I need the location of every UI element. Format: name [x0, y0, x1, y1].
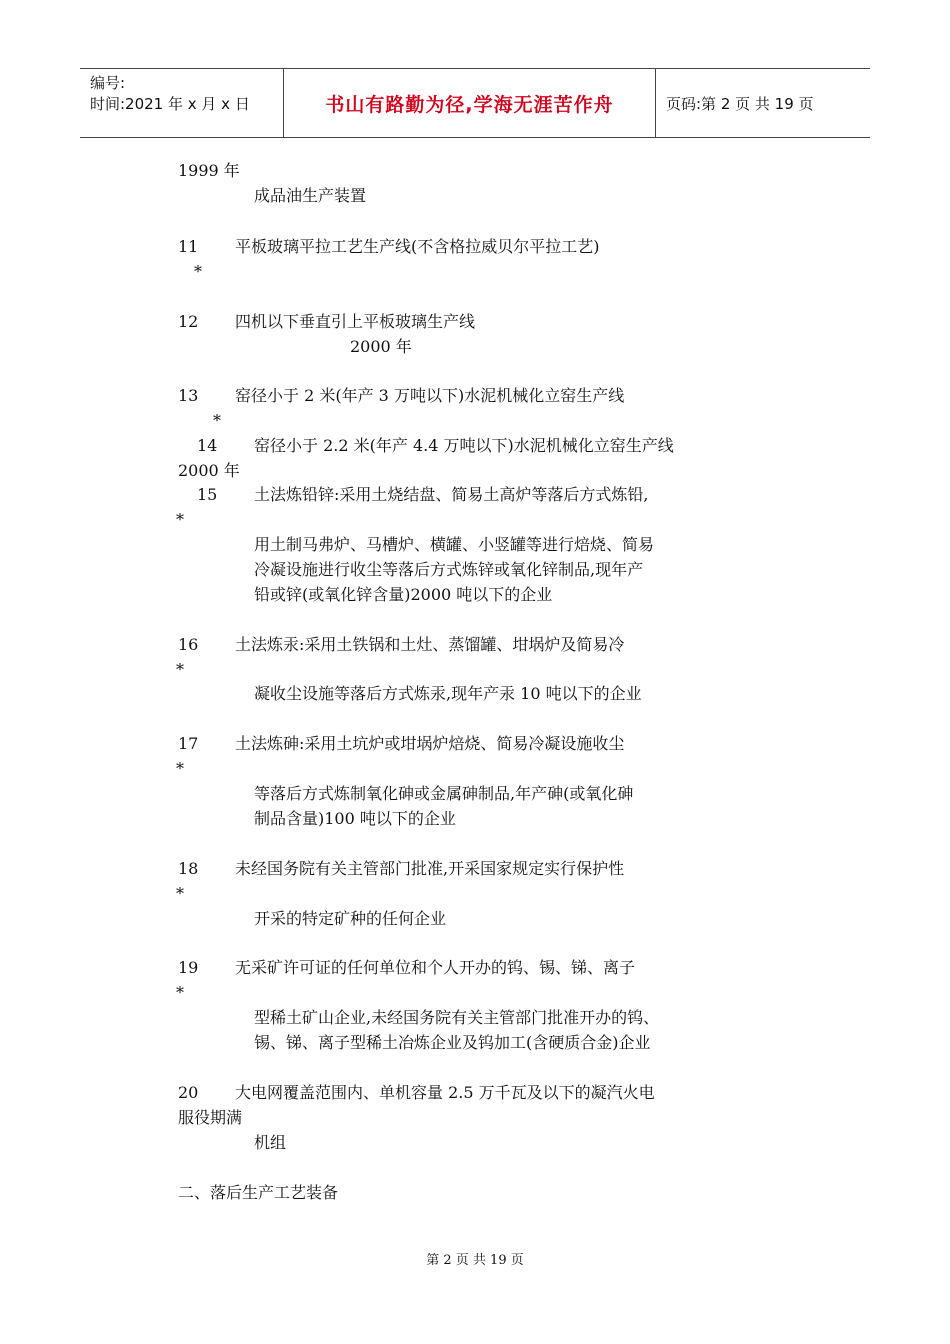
item-17-line-3: 制品含量)100 吨以下的企业 [254, 809, 456, 828]
item-15-line-4: 铅或锌(或氧化锌含量)2000 吨以下的企业 [254, 585, 553, 604]
item-15-star: * [176, 510, 184, 529]
year-1999: 1999 年 [178, 161, 240, 180]
item-20-line-2: 机组 [254, 1133, 287, 1152]
item-16-line-2: 凝收尘设施等落后方式炼汞,现年产汞 10 吨以下的企业 [254, 684, 642, 703]
item-18-line-1: 未经国务院有关主管部门批准,开采国家规定实行保护性 [235, 859, 625, 878]
item-11-number: 11 [178, 237, 199, 256]
item-13-number: 13 [178, 386, 199, 405]
item-18-line-2: 开采的特定矿种的任何企业 [254, 909, 447, 928]
item-20-number: 20 [178, 1083, 199, 1102]
item-12-text: 四机以下垂直引上平板玻璃生产线 [235, 312, 476, 331]
page-header [80, 68, 870, 138]
item-11-text: 平板玻璃平拉工艺生产线(不含格拉威贝尔平拉工艺) [235, 237, 600, 256]
item-15-number: 15 [197, 485, 218, 504]
item-19-line-1: 无采矿许可证的任何单位和个人开办的钨、锡、锑、离子 [235, 958, 636, 977]
item-16-star: * [176, 660, 184, 679]
item-10-continuation: 成品油生产装置 [254, 186, 367, 205]
section-heading: 二、落后生产工艺装备 [178, 1183, 339, 1202]
header-page-info: 页码:第 2 页 共 19 页 [666, 94, 814, 113]
item-15-line-1: 土法炼铅锌:采用土烧结盘、简易土高炉等落后方式炼铅, [254, 485, 649, 504]
page-footer: 第 2 页 共 19 页 [426, 1253, 524, 1268]
item-15-line-3: 冷凝设施进行收尘等落后方式炼锌或氧化锌制品,现年产 [254, 560, 644, 579]
item-11-star: * [194, 262, 202, 281]
item-19-number: 19 [178, 958, 199, 977]
item-17-line-1: 土法炼砷:采用土坑炉或坩埚炉焙烧、简易冷凝设施收尘 [235, 734, 625, 753]
item-12-year: 2000 年 [350, 337, 412, 356]
item-20-note: 服役期满 [178, 1108, 243, 1127]
item-16-line-1: 土法炼汞:采用土铁锅和土灶、蒸馏罐、坩埚炉及简易冷 [235, 635, 625, 654]
item-12-number: 12 [178, 312, 199, 331]
header-meta [80, 69, 283, 137]
item-17-line-2: 等落后方式炼制氧化砷或金属砷制品,年产砷(或氧化砷 [254, 784, 634, 803]
item-20-line-1: 大电网覆盖范围内、单机容量 2.5 万千瓦及以下的凝汽火电 [235, 1083, 655, 1102]
header-motto: 书山有路勤为径,学海无涯苦作舟 [283, 69, 656, 137]
document-time-label: 时间:2021 年 x 月 x 日 [90, 95, 250, 113]
item-19-line-2: 型稀土矿山企业,未经国务院有关主管部门批准开办的钨、 [254, 1008, 660, 1027]
item-19-star: * [176, 983, 184, 1002]
item-18-number: 18 [178, 859, 199, 878]
document-number-label: 编号: [90, 74, 126, 92]
item-16-number: 16 [178, 635, 199, 654]
item-14-text: 窑径小于 2.2 米(年产 4.4 万吨以下)水泥机械化立窑生产线 [254, 436, 674, 455]
item-15-line-2: 用土制马弗炉、马槽炉、横罐、小竖罐等进行焙烧、简易 [254, 535, 655, 554]
item-19-line-3: 锡、锑、离子型稀土冶炼企业及钨加工(含硬质合金)企业 [254, 1033, 651, 1052]
item-17-star: * [176, 759, 184, 778]
item-14-number: 14 [197, 436, 218, 455]
item-13-text: 窑径小于 2 米(年产 3 万吨以下)水泥机械化立窑生产线 [235, 386, 625, 405]
item-13-star: * [213, 411, 221, 430]
item-14-year: 2000 年 [178, 461, 240, 480]
item-17-number: 17 [178, 734, 199, 753]
item-18-star: * [176, 884, 184, 903]
